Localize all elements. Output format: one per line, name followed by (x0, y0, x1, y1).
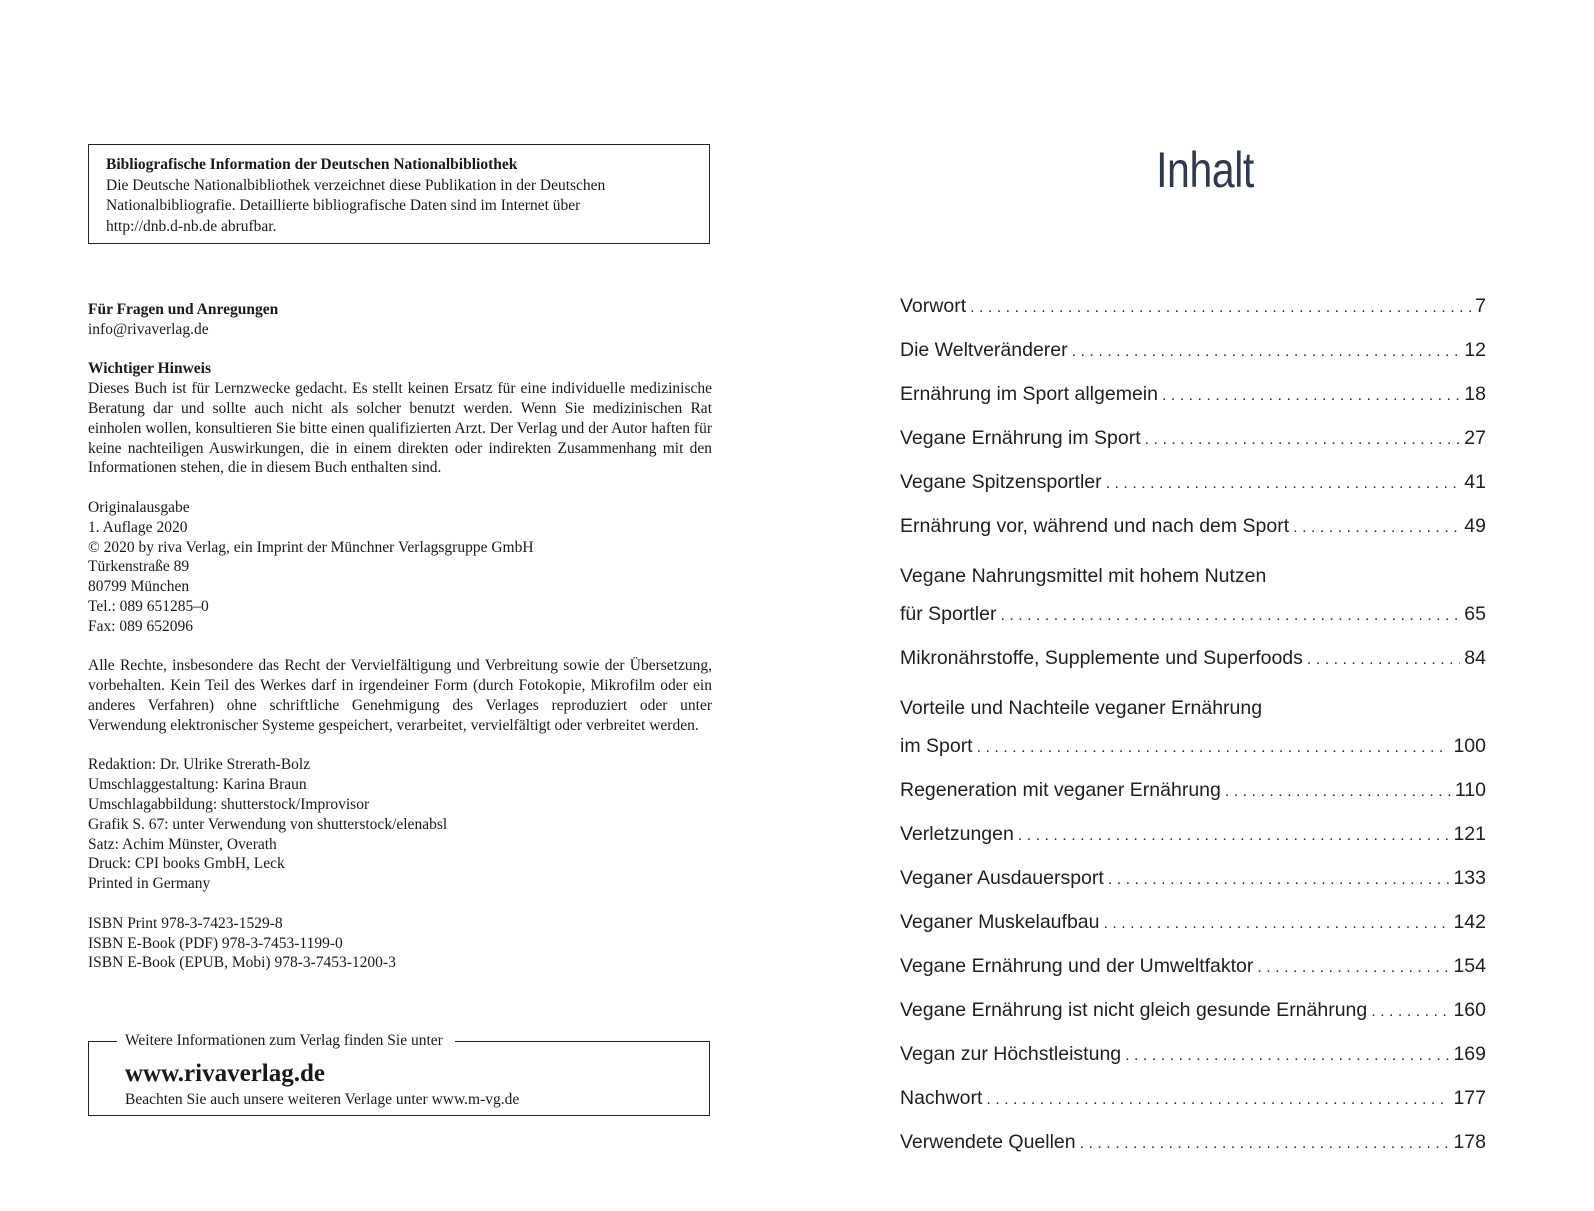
imprint-text (88, 300, 712, 973)
toc-entry[interactable] (900, 416, 1486, 460)
isbn-line: ISBN E-Book (EPUB, Mobi) 978-3-7453-1200-3 (88, 954, 396, 972)
toc-entry[interactable] (900, 856, 1486, 900)
dot-leader (1225, 770, 1451, 814)
edition-line: Türkenstraße 89 (88, 558, 190, 576)
toc-entry[interactable] (900, 900, 1486, 944)
toc-entry[interactable] (900, 1032, 1486, 1076)
toc-entry[interactable] (900, 636, 1486, 680)
dot-leader (1125, 1034, 1449, 1078)
toc-entry[interactable] (900, 460, 1486, 504)
toc-entry-page: 84 (1464, 647, 1486, 669)
dot-leader (1162, 374, 1460, 418)
toc-entry[interactable] (900, 944, 1486, 988)
toc-entry-page: 41 (1464, 471, 1486, 493)
toc-entry-page: 177 (1453, 1087, 1486, 1109)
toc-entry-title: Vegane Ernährung ist nicht gleich gesunde Ernährung (900, 999, 1368, 1021)
toc-entry-title: Ernährung im Sport allgemein (900, 383, 1158, 405)
toc-entry[interactable] (900, 768, 1486, 812)
dot-leader (1307, 638, 1460, 682)
toc-entry-title: Verwendete Quellen (900, 1131, 1076, 1153)
toc-entry-page: 178 (1453, 1131, 1486, 1153)
dot-leader (977, 726, 1450, 770)
dot-leader (1371, 990, 1449, 1034)
contact-email: info@rivaverlag.de (88, 320, 209, 338)
biblio-line: Nationalbibliografie. Detaillierte bibliografische Daten sind im Internet über (106, 197, 581, 214)
dot-leader (1145, 418, 1461, 462)
toc-entry-title: Ernährung vor, während und nach dem Sport (900, 515, 1290, 537)
dot-leader (1000, 594, 1460, 638)
isbn-line: ISBN Print 978-3-7423-1529-8 (88, 914, 283, 932)
toc-entry-page: 12 (1464, 339, 1486, 361)
toc-entry-title: Vegan zur Höchstleistung (900, 1043, 1122, 1065)
toc-entry-title: im Sport (900, 735, 973, 757)
biblio-line: Die Deutsche Nationalbibliothek verzeichnet diese Publikation in der Deutschen (106, 176, 606, 194)
toc-entry-page: 65 (1464, 603, 1486, 625)
edition-line: Tel.: 089 651285–0 (88, 597, 209, 615)
dot-leader (1018, 814, 1450, 858)
toc-entry-page: 169 (1453, 1043, 1486, 1065)
toc-entry[interactable] (900, 372, 1486, 416)
toc-entry-title: Vegane Spitzensportler (900, 471, 1102, 493)
dot-leader (986, 1078, 1449, 1122)
credit-line: Druck: CPI books GmbH, Leck (88, 855, 285, 873)
credit-line: Umschlaggestaltung: Karina Braun (88, 776, 307, 794)
publisher-url[interactable]: www.rivaverlag.de (125, 1060, 325, 1087)
toc-entry-title: Vegane Ernährung im Sport (900, 427, 1141, 449)
dot-leader (1072, 330, 1461, 374)
toc-entry-page: 49 (1464, 515, 1486, 537)
edition-line: Originalausgabe (88, 498, 190, 516)
toc-entry-title: Regeneration mit veganer Ernährung (900, 779, 1221, 801)
web-box-lead: Weitere Informationen zum Verlag finden Sie unter (117, 1030, 455, 1052)
dot-leader (1108, 858, 1450, 902)
dot-leader (1257, 946, 1449, 990)
toc-entry-title: Mikronährstoffe, Supplemente und Superfoods (900, 647, 1303, 669)
toc-entry[interactable] (900, 284, 1486, 328)
credit-line: Redaktion: Dr. Ulrike Strerath-Bolz (88, 756, 311, 774)
isbn-line: ISBN E-Book (PDF) 978-3-7453-1199-0 (88, 934, 343, 952)
toc-entry-page: 133 (1453, 867, 1486, 889)
credit-line: Grafik S. 67: unter Verwendung von shutterstock/elenabsl (88, 815, 448, 833)
toc-entry[interactable] (900, 680, 1486, 768)
toc-entry-page: 121 (1453, 823, 1486, 845)
toc-entry-title: für Sportler (900, 603, 997, 625)
toc-entry-page: 160 (1453, 999, 1486, 1021)
toc-entry-title: Veganer Ausdauersport (900, 867, 1104, 889)
dot-leader (1080, 1122, 1450, 1166)
questions-heading: Für Fragen und Anregungen (88, 301, 279, 318)
credit-line: Satz: Achim Münster, Overath (88, 835, 277, 853)
web-box-note: Beachten Sie auch unsere weiteren Verlage unter www.m-vg.de (125, 1091, 520, 1108)
toc-entry-page: 110 (1454, 779, 1486, 801)
edition-line: 1. Auflage 2020 (88, 518, 188, 536)
toc-entry-page: 142 (1453, 911, 1486, 933)
dot-leader (1293, 506, 1460, 550)
toc-entry-title: Verletzungen (900, 823, 1014, 845)
toc-entry[interactable] (900, 548, 1486, 636)
table-of-contents (900, 284, 1486, 1164)
edition-line: © 2020 by riva Verlag, ein Imprint der Münchner Verlagsgruppe GmbH (88, 538, 534, 556)
toc-entry-page: 7 (1475, 295, 1486, 317)
toc-entry[interactable] (900, 1120, 1486, 1164)
toc-entry[interactable] (900, 504, 1486, 548)
toc-entry-title: Veganer Muskelaufbau (900, 911, 1100, 933)
credit-line: Umschlagabbildung: shutterstock/Improvisor (88, 795, 370, 813)
toc-entry-title: Nachwort (900, 1087, 983, 1109)
toc-entry-title-line1: Vorteile und Nachteile veganer Ernährung (900, 697, 1263, 719)
notice-text: Dieses Buch ist für Lernzwecke gedacht. Es stellt keinen Ersatz für eine individuelle medizinische Beratung dar und sollte auch nicht als solcher benutzt werden. Wenn Sie medizinischen Rat einholen wollen, konsultieren Sie bitte einen qualifizierten Arzt. Der Verlag und der Autor haften für keine nachteiligen Auswirkungen, die in einem direkten oder indirekten Zusammenhang mit den Informationen stehen, die in diesem Buch enthalten sind. (88, 380, 712, 477)
rights-text: Alle Rechte, insbesondere das Recht der Vervielfältigung und Verbreitung sowie der Übersetzung, vorbehalten. Kein Teil des Werkes darf in irgendeiner Form (durch Fotokopie, Mikrofilm oder ein anderes Verfahren) ohne schriftliche Genehmigung des Verlages reproduziert oder unter Verwendung elektronischer Systeme gespeichert, verarbeitet, vervielfältigt oder verbreitet werden. (88, 657, 712, 734)
toc-entry-title-line1: Vegane Nahrungsmittel mit hohem Nutzen (900, 565, 1267, 587)
dot-leader (1106, 462, 1461, 506)
page-title: Inhalt (1156, 142, 1254, 198)
dot-leader (970, 286, 1471, 330)
toc-entry[interactable] (900, 1076, 1486, 1120)
toc-entry-page: 154 (1453, 955, 1486, 977)
toc-entry-page: 100 (1453, 735, 1486, 757)
toc-entry[interactable] (900, 988, 1486, 1032)
toc-entry-title: Die Weltveränderer (900, 339, 1068, 361)
toc-entry-title: Vorwort (900, 295, 967, 317)
toc-entry[interactable] (900, 812, 1486, 856)
credit-line: Printed in Germany (88, 875, 211, 893)
biblio-line: http://dnb.d-nb.de abrufbar. (106, 217, 277, 235)
toc-entry-page: 27 (1464, 427, 1486, 449)
toc-entry[interactable] (900, 328, 1486, 372)
dot-leader (1103, 902, 1449, 946)
biblio-title: Bibliografische Information der Deutschen Nationalbibliothek (106, 156, 518, 173)
notice-heading: Wichtiger Hinweis (88, 360, 211, 378)
edition-line: Fax: 089 652096 (88, 617, 194, 635)
toc-entry-title: Vegane Ernährung und der Umweltfaktor (900, 955, 1254, 977)
toc-entry-page: 18 (1464, 383, 1486, 405)
publisher-web-box (88, 1032, 710, 1116)
edition-line: 80799 München (88, 578, 190, 596)
bibliographic-info-box (88, 144, 710, 244)
